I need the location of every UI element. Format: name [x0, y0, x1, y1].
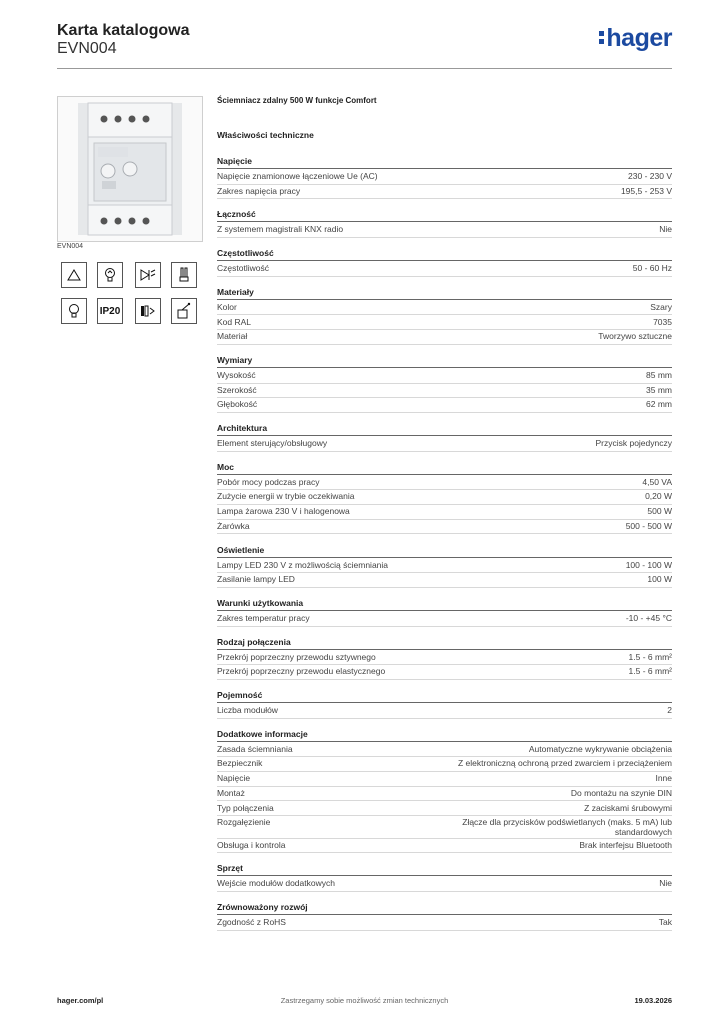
spec-label: Montaż: [217, 787, 245, 798]
section-title: Rodzaj połączenia: [217, 636, 291, 647]
spec-label: Bezpiecznik: [217, 758, 263, 769]
spec-label: Element sterujący/obsługowy: [217, 438, 328, 448]
section-title: Zrównoważony rozwój: [217, 902, 308, 913]
section-divider: [217, 221, 672, 222]
triangle-warning-icon: [61, 262, 87, 288]
spec-value: 230 - 230 V: [628, 171, 672, 181]
spec-label: Szerokość: [217, 384, 257, 395]
ip20-icon: IP20: [97, 298, 123, 324]
spec-label: Materiał: [217, 331, 248, 342]
spec-label: Kod RAL: [217, 316, 252, 327]
spec-value: 62 mm: [646, 399, 672, 410]
tech-heading: Właściwości techniczne: [217, 130, 314, 140]
section-divider: [217, 260, 672, 261]
spec-label: Obsługa i kontrola: [217, 839, 286, 850]
spec-row: [217, 262, 672, 277]
page-title: Karta katalogowa: [57, 22, 190, 39]
spec-label: Pobór mocy podczas pracy: [217, 476, 320, 487]
section-title: Oświetlenie: [217, 544, 265, 555]
section-title: Warunki użytkowania: [217, 597, 304, 608]
spec-value: Złącze dla przycisków podświetlanych (maks. 5 mA) lub: [462, 817, 672, 828]
spec-row: [217, 223, 672, 238]
section-divider: [217, 741, 672, 742]
spec-row: [217, 877, 672, 892]
spec-value-continued: standardowych: [614, 827, 672, 838]
spec-label: Zakres temperatur pracy: [217, 612, 310, 623]
spec-row: [217, 505, 672, 520]
spec-row: [217, 490, 672, 505]
section-title: Materiały: [217, 286, 254, 297]
spec-value: 2: [667, 705, 672, 715]
spec-row: [217, 476, 672, 491]
spec-value: Z elektroniczną ochroną przed zwarciem i przeciążeniem: [457, 758, 672, 769]
spec-row: [217, 743, 672, 758]
spec-row: [217, 559, 672, 574]
section-divider: [217, 649, 672, 650]
spec-value: Do montażu na szynie DIN: [570, 787, 672, 798]
section-divider: [217, 299, 672, 300]
spec-value: Przycisk pojedynczy: [595, 438, 672, 448]
spec-label: Typ połączenia: [217, 802, 274, 813]
spec-row: [217, 839, 672, 854]
section-divider: [217, 435, 672, 436]
page-footer: [57, 996, 672, 1010]
spec-value: Inne: [655, 773, 672, 784]
spec-value: Tworzywo sztuczne: [598, 331, 672, 342]
section-divider: [217, 367, 672, 368]
spec-row: [217, 573, 672, 588]
spec-value: Z zaciskami śrubowymi: [584, 802, 672, 813]
spec-label: Liczba modułów: [217, 705, 278, 715]
section-title: Częstotliwość: [217, 248, 274, 259]
push-button-icon: [171, 298, 197, 324]
spec-row: [217, 665, 672, 680]
spec-row: [217, 170, 672, 185]
header-divider: [57, 68, 672, 69]
footer-date: 19.03.2026: [634, 996, 672, 1005]
spec-value: 35 mm: [646, 384, 672, 395]
spec-value: 100 W: [647, 574, 672, 585]
spec-value: 500 - 500 W: [625, 520, 672, 531]
spec-label: Wejście modułów dodatkowych: [217, 878, 335, 889]
spec-value: Nie: [659, 224, 672, 235]
fluorescent-lamp-icon: [171, 262, 197, 288]
spec-row: [217, 330, 672, 345]
spec-row: [217, 316, 672, 331]
spec-label: Napięcie: [217, 773, 251, 784]
spec-label: Zużycie energii w trybie oczekiwania: [217, 491, 355, 502]
spec-value: Nie: [659, 878, 672, 889]
section-title: Pojemność: [217, 690, 263, 700]
spec-value: 1.5 - 6 mm²: [628, 651, 672, 662]
spec-label: Przekrój poprzeczny przewodu elastycznego: [217, 666, 386, 677]
bulb-halogen-icon: [97, 262, 123, 288]
spec-label: Zasada ściemniania: [217, 743, 293, 754]
bulb-icon: [61, 298, 87, 324]
spec-value: 100 - 100 W: [625, 559, 672, 570]
section-divider: [217, 702, 672, 703]
spec-label: Częstotliwość: [217, 263, 269, 274]
spec-label: Wysokość: [217, 369, 256, 380]
spec-row: [217, 369, 672, 384]
spec-row: [217, 437, 672, 452]
spec-row: [217, 772, 672, 787]
spec-row: [217, 802, 672, 817]
hager-logo: hager: [598, 24, 672, 53]
spec-row: [217, 704, 672, 719]
footer-disclaimer: Zastrzegamy sobie możliwość zmian technicznych: [280, 996, 449, 1005]
spec-row: [217, 398, 672, 413]
spec-label: Rozgałęzienie: [217, 817, 271, 828]
spec-label: Przekrój poprzeczny przewodu sztywnego: [217, 651, 376, 662]
spec-row: [217, 916, 672, 931]
section-divider: [217, 474, 672, 475]
section-title: Napięcie: [217, 156, 252, 166]
spec-value: -10 - +45 °C: [625, 612, 672, 623]
spec-row: [217, 384, 672, 399]
spec-value: 4,50 VA: [642, 476, 672, 487]
spec-value: 1.5 - 6 mm²: [628, 666, 672, 677]
section-divider: [217, 168, 672, 169]
section-divider: [217, 875, 672, 876]
section-title: Dodatkowe informacje: [217, 728, 308, 739]
spec-label: Lampy LED 230 V z możliwością ściemniania: [217, 559, 389, 570]
spec-value: 85 mm: [646, 369, 672, 380]
spec-label: Głębokość: [217, 399, 258, 410]
spec-row: [217, 651, 672, 666]
section-divider: [217, 610, 672, 611]
product-title: Ściemniacz zdalny 500 W funkcje Comfort: [217, 96, 377, 105]
product-image: [57, 96, 203, 242]
spec-value: 0,20 W: [645, 491, 672, 502]
section-title: Moc: [217, 461, 234, 472]
spec-row: [217, 520, 672, 535]
led-driver-icon: [135, 262, 161, 288]
spec-label: Kolor: [217, 301, 237, 312]
spec-value: 7035: [653, 316, 672, 327]
spec-label: Zasilanie lampy LED: [217, 574, 295, 585]
spec-label: Napięcie znamionowe łączeniowe Ue (AC): [217, 171, 378, 181]
spec-value: 500 W: [647, 506, 672, 517]
spec-value: 50 - 60 Hz: [632, 263, 672, 274]
footer-website: hager.com/pl: [57, 996, 104, 1005]
section-title: Architektura: [217, 423, 268, 433]
section-title: Sprzęt: [217, 863, 243, 874]
spec-row: [217, 301, 672, 316]
spec-label: Z systemem magistrali KNX radio: [217, 224, 344, 235]
spec-label: Lampa żarowa 230 V i halogenowa: [217, 506, 350, 517]
spec-label: Zgodność z RoHS: [217, 917, 286, 928]
section-divider: [217, 557, 672, 558]
spec-label: Żarówka: [217, 520, 250, 531]
spec-value: Automatyczne wykrywanie obciążenia: [528, 743, 672, 754]
section-divider: [217, 914, 672, 915]
spec-value: Tak: [658, 917, 672, 928]
section-title: Łączność: [217, 209, 256, 220]
spec-row: [217, 787, 672, 802]
spec-value: Brak interfejsu Bluetooth: [579, 839, 672, 850]
spec-value: 195,5 - 253 V: [620, 185, 672, 196]
spec-row: [217, 612, 672, 627]
page-header: [57, 20, 672, 70]
spec-value: Szary: [650, 301, 672, 312]
spec-row: [217, 757, 672, 772]
spec-row: [217, 185, 672, 200]
din-module-icon: [135, 298, 161, 324]
image-caption: EVN004: [57, 243, 84, 250]
spec-label: Zakres napięcia pracy: [217, 185, 301, 196]
product-code: EVN004: [57, 40, 117, 57]
spec-row: [217, 816, 672, 839]
section-title: Wymiary: [217, 354, 253, 365]
